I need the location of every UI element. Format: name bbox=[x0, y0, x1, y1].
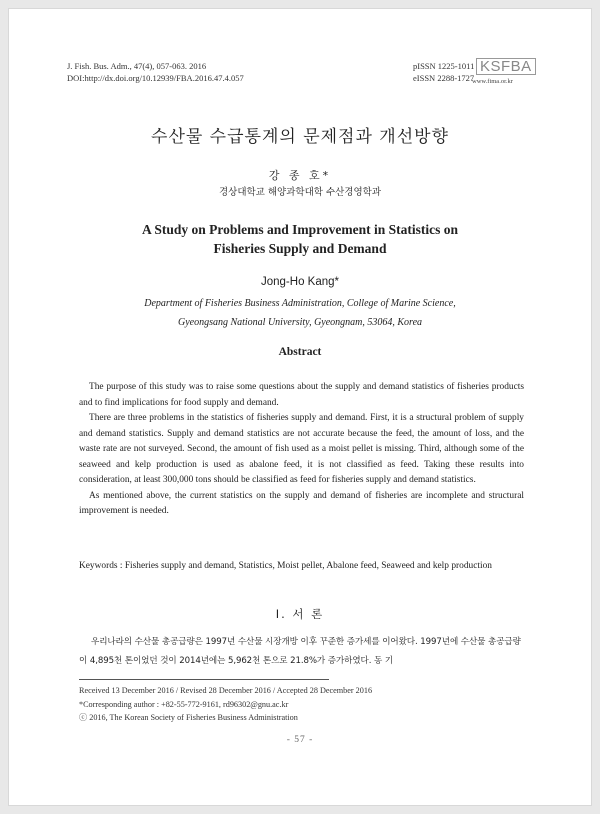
abstract-paragraph: The purpose of this study was to raise some questions about the supply and demand statistics of fisheries products and to find implications for food supply and demand. bbox=[79, 382, 524, 408]
abstract-paragraph: As mentioned above, the current statistics on the supply and demand of fisheries are incomplete and structural improvement is needed. bbox=[79, 490, 524, 516]
footnotes bbox=[79, 684, 372, 725]
copyright: ⓒ 2016, The Korean Society of Fisheries Business Administration bbox=[79, 713, 298, 722]
abstract-heading: Abstract bbox=[278, 346, 322, 358]
ksfba-logo: KSFBA bbox=[476, 58, 536, 75]
issn-block bbox=[413, 61, 474, 84]
doi-line: DOI:http://dx.doi.org/10.12939/FBA.2016.47.4.057 bbox=[67, 72, 244, 83]
page-number: - 57 - bbox=[286, 735, 314, 745]
author-korean: 강 종 호* bbox=[268, 169, 332, 182]
footnote-rule bbox=[79, 679, 329, 680]
body-paragraph: 우리나라의 수산물 총공급량은 1997년 수산물 시장개방 이후 꾸준한 증가세를 이어왔다. 1997년에 수산물 총공급량이 4,895천 톤이었던 것이 2014년에는 5,962천 톤으로 21.8%가 증가하였다. 동 기 bbox=[79, 637, 521, 666]
abstract-paragraph: There are three problems in the statistics of fisheries supply and demand. First, it is a structural problem of supply and demand statistics. Supply and demand statistics are not accurate because the feed, the amount of loss, and the waste rate are not surveyed. Second, the amount of fish used as a moist pellet is missing. Third, although some of the seaweed and kelp production is used as abalone feed, it is not classified as feed. Taking these results into consideration, at least 300,000 tons should be classified as feed for fisheries supply and demand statistics. bbox=[79, 413, 524, 485]
corresponding-author: *Corresponding author : +82-55-772-9161, rd96302@gnu.ac.kr bbox=[79, 699, 289, 709]
keywords: Keywords : Fisheries supply and demand, Statistics, Moist pellet, Abalone feed, Seaweed and kelp production bbox=[79, 561, 492, 571]
pissn: pISSN 1225-1011 bbox=[413, 61, 475, 71]
affiliation-korean: 경상대학교 해양과학대학 수산경영학과 bbox=[218, 187, 382, 198]
eissn: eISSN 2288-1727 bbox=[413, 72, 475, 83]
affiliation-english: Department of Fisheries Business Administration, College of Marine Science, Gyeongsang National University, Gyeongnam, 53064, Korea bbox=[144, 298, 456, 328]
title-korean: 수산물 수급통계의 문제점과 개선방향 bbox=[151, 127, 449, 147]
journal-citation bbox=[67, 61, 244, 84]
logo-url: www.fima.or.kr bbox=[472, 78, 513, 85]
journal-line: J. Fish. Bus. Adm., 47(4), 057-063. 2016 bbox=[67, 61, 207, 71]
body-text bbox=[79, 633, 526, 671]
title-english: A Study on Problems and Improvement in Statistics on Fisheries Supply and Demand bbox=[141, 222, 459, 256]
section-heading: Ⅰ. 서 론 bbox=[275, 607, 325, 621]
received-dates: Received 13 December 2016 / Revised 28 December 2016 / Accepted 28 December 2016 bbox=[79, 686, 373, 695]
abstract-body bbox=[79, 380, 524, 520]
author-english: Jong-Ho Kang* bbox=[261, 276, 339, 288]
